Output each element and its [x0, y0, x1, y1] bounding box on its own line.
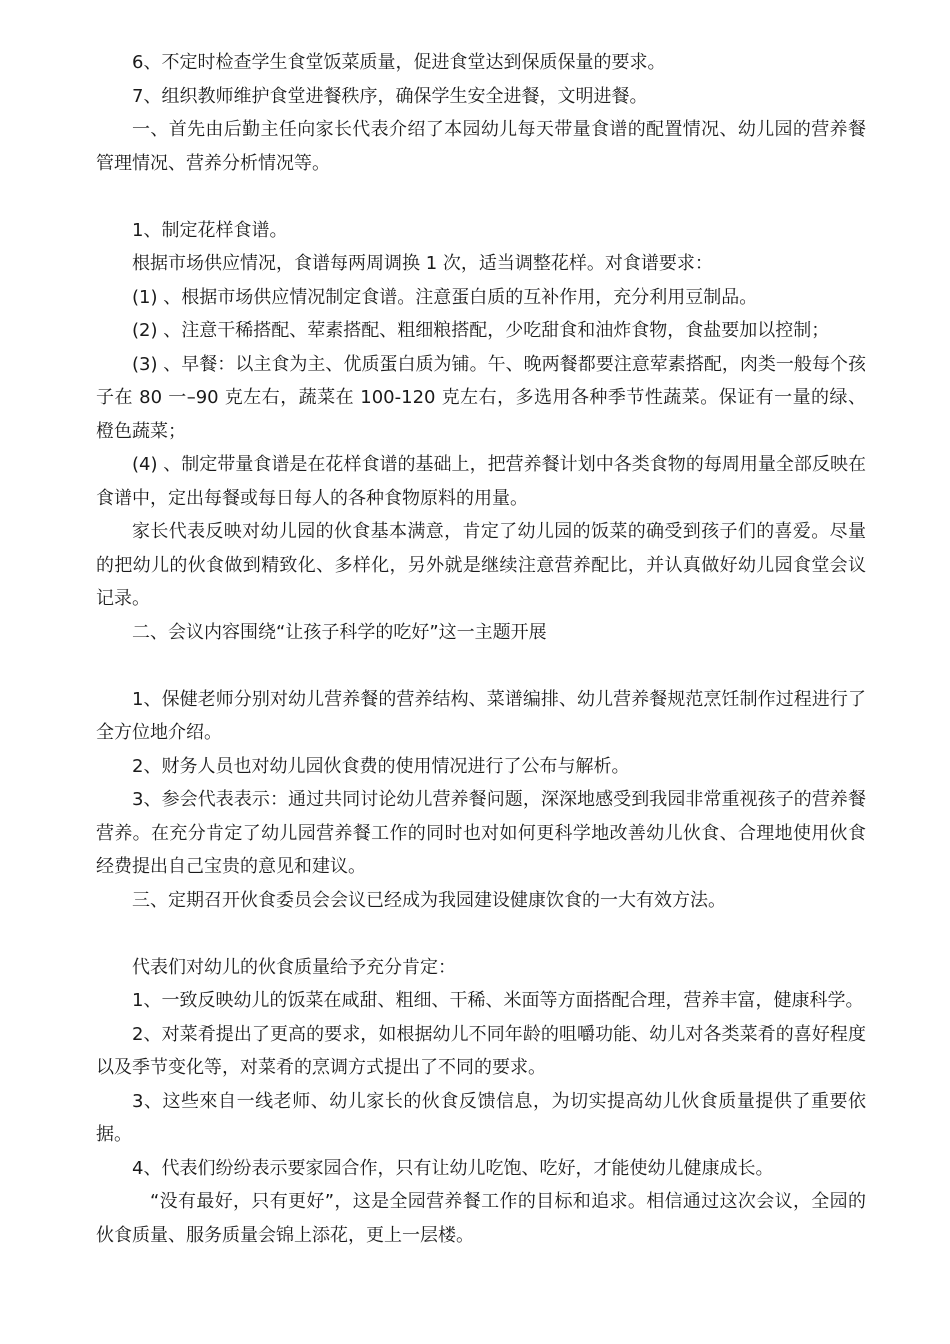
paragraph-parent-feedback: 家长代表反映对幼儿园的伙食基本满意，肯定了幼儿园的饭菜的确受到孩子们的喜爱。尽量的把幼儿的伙食做到精致化、多样化，另外就是继续注意营养配比，并认真做好幼儿园食堂会议记录。	[96, 521, 866, 609]
paragraph-section-2-item-3: 3、参会代表表示：通过共同讨论幼儿营养餐问题，深深地感受到我园非常重视孩子的营养餐营养。在充分肯定了幼儿园营养餐工作的同时也对如何更科学地改善幼儿伙食、合理地使用伙食经费提出自己宝贵的意见和建议。	[96, 789, 866, 877]
paragraph-representatives-item-2: 2、对菜肴提出了更高的要求，如根据幼儿不同年龄的咀嚼功能、幼儿对各类菜肴的喜好程度以及季节变化等，对菜肴的烹调方式提出了不同的要求。	[96, 1023, 866, 1078]
paragraph-representatives-item-1: 1、一致反映幼儿的饭菜在咸甜、粗细、干稀、米面等方面搭配合理，营养丰富，健康科学。	[132, 990, 864, 1011]
paragraph-representatives-intro: 代表们对幼儿的伙食质量给予充分肯定：	[132, 956, 456, 978]
paragraph-representatives-item-4: 4、代表们纷纷表示要家园合作，只有让幼儿吃饱、吃好，才能使幼儿健康成长。	[132, 1157, 774, 1179]
paragraph-section-2: 二、会议内容围绕“让孩子科学的吃好”这一主题开展	[132, 621, 547, 643]
blank-line	[96, 917, 866, 951]
paragraph-menu-req-3: (3) 、早餐：以主食为主、优质蛋白质为铺。午、晚两餐都要注意荤素搭配，肉类一般每个孩子在 80 一–90 克左右，蔬菜在 100-120 克左右，多选用各种季节性蔬菜。保证有一量的绿、橙色蔬菜；	[96, 353, 866, 442]
blank-line	[96, 180, 866, 214]
paragraph-item-6: 6、不定时检查学生食堂饭菜质量，促进食堂达到保质保量的要求。	[132, 52, 666, 73]
paragraph-subheading-menu: 1、制定花样食谱。	[132, 219, 288, 241]
document-body	[96, 46, 866, 1252]
paragraph-section-2-item-2: 2、财务人员也对幼儿园伙食费的使用情况进行了公布与解析。	[132, 755, 630, 777]
paragraph-item-7: 7、组织教师维护食堂进餐秩序，确保学生安全进餐，文明进餐。	[132, 85, 648, 107]
paragraph-menu-req-1: (1) 、根据市场供应情况制定食谱。注意蛋白质的互补作用，充分利用豆制品。	[132, 286, 758, 308]
paragraph-section-1: 一、首先由后勤主任向家长代表介绍了本园幼儿每天带量食谱的配置情况、幼儿园的营养餐管理情况、营养分析情况等。	[96, 119, 866, 174]
paragraph-conclusion: “没有最好，只有更好”，这是全园营养餐工作的目标和追求。相信通过这次会议，全园的伙食质量、服务质量会锦上添花，更上一层楼。	[96, 1191, 866, 1246]
paragraph-menu-req-4: (4) 、制定带量食谱是在花样食谱的基础上，把营养餐计划中各类食物的每周用量全部反映在食谱中，定出每餐或每日每人的各种食物原料的用量。	[96, 454, 866, 509]
paragraph-menu-req-2: (2) 、注意干稀搭配、荤素搭配、粗细粮搭配，少吃甜食和油炸食物，食盐要加以控制；	[132, 320, 830, 341]
blank-line	[96, 649, 866, 683]
paragraph-menu-intro: 根据市场供应情况，食谱每两周调换 1 次，适当调整花样。对食谱要求：	[132, 253, 713, 274]
paragraph-representatives-item-3: 3、这些來自一线老师、幼儿家长的伙食反馈信息，为切实提高幼儿伙食质量提供了重要依据。	[96, 1090, 866, 1145]
paragraph-section-3: 三、定期召开伙食委员会会议已经成为我园建设健康饮食的一大有效方法。	[132, 889, 726, 911]
paragraph-section-2-item-1: 1、保健老师分别对幼儿营养餐的营养结构、菜谱编排、幼儿营养餐规范烹饪制作过程进行了全方位地介绍。	[96, 688, 866, 743]
